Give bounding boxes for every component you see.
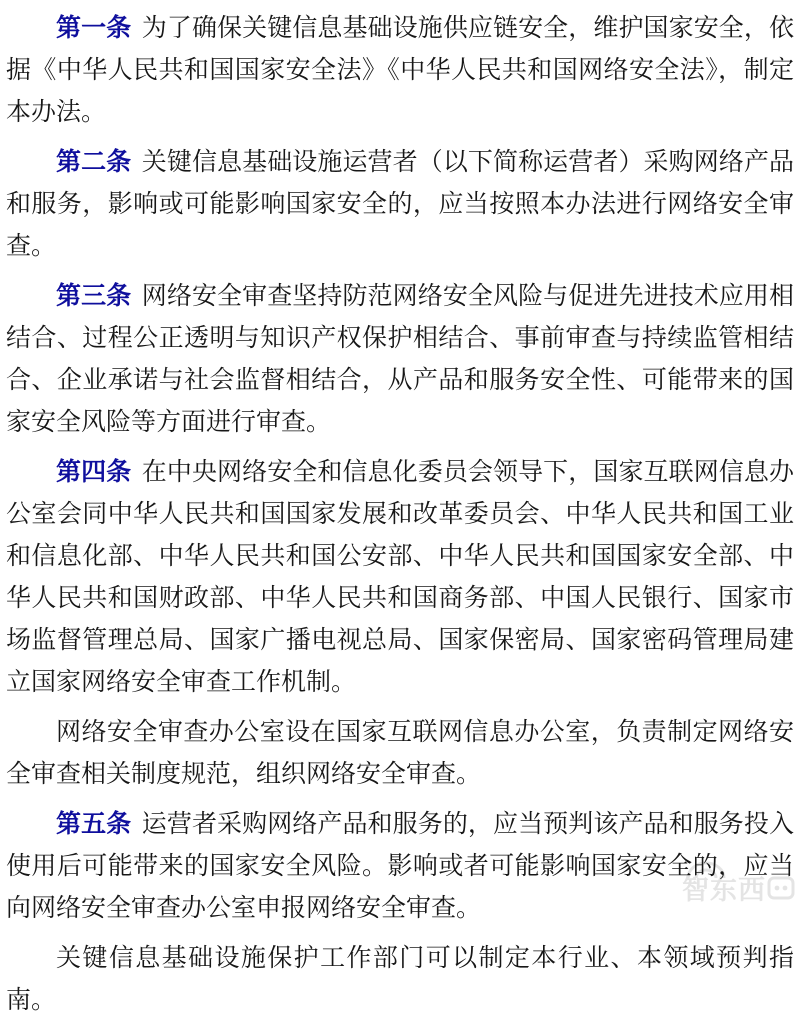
paragraph-text: 网络安全审查坚持防范网络安全风险与促进先进技术应用相结合、过程公正透明与知识产权保护相结合、事前审查与持续监管相结合、企业承诺与社会监督相结合，从产品和服务安全性、可能带来的国家安全风险等方面进行审查。 (6, 282, 794, 436)
article-paragraph-3 (6, 275, 794, 443)
paragraph-text: 在中央网络安全和信息化委员会领导下，国家互联网信息办公室会同中华人民共和国国家发展和改革委员会、中华人民共和国工业和信息化部、中华人民共和国公安部、中华人民共和国国家安全部、中华人民共和国财政部、中华人民共和国商务部、中国人民银行、国家市场监督管理总局、国家广播电视总局、国家保密局、国家密码管理局建立国家网络安全审查工作机制。 (6, 458, 794, 696)
article-number-label: 第二条 (56, 148, 132, 176)
article-number-label: 第五条 (56, 810, 132, 838)
paragraph-text: 为了确保关键信息基础设施供应链安全，维护国家安全，依据《中华人民共和国国家安全法》《中华人民共和国网络安全法》，制定本办法。 (6, 14, 794, 126)
paragraph-text: 网络安全审查办公室设在国家互联网信息办公室，负责制定网络安全审查相关制度规范，组织网络安全审查。 (6, 718, 794, 788)
article-number-label: 第三条 (56, 282, 132, 310)
article-paragraph-1 (6, 7, 794, 133)
article-paragraph-7 (6, 937, 794, 1021)
article-number-label: 第一条 (56, 14, 132, 42)
article-paragraph-5 (6, 711, 794, 795)
article-number-label: 第四条 (56, 458, 132, 486)
paragraph-text: 运营者采购网络产品和服务的，应当预判该产品和服务投入使用后可能带来的国家安全风险。影响或者可能影响国家安全的，应当向网络安全审查办公室申报网络安全审查。 (6, 810, 794, 922)
article-paragraph-6 (6, 803, 794, 929)
paragraph-text: 关键信息基础设施运营者（以下简称运营者）采购网络产品和服务，影响或可能影响国家安全的，应当按照本办法进行网络安全审查。 (6, 148, 794, 260)
article-paragraph-2 (6, 141, 794, 267)
watermark-text: 智东西 (682, 875, 766, 905)
paragraph-text: 关键信息基础设施保护工作部门可以制定本行业、本领域预判指南。 (6, 944, 794, 1014)
article-paragraph-4 (6, 451, 794, 703)
